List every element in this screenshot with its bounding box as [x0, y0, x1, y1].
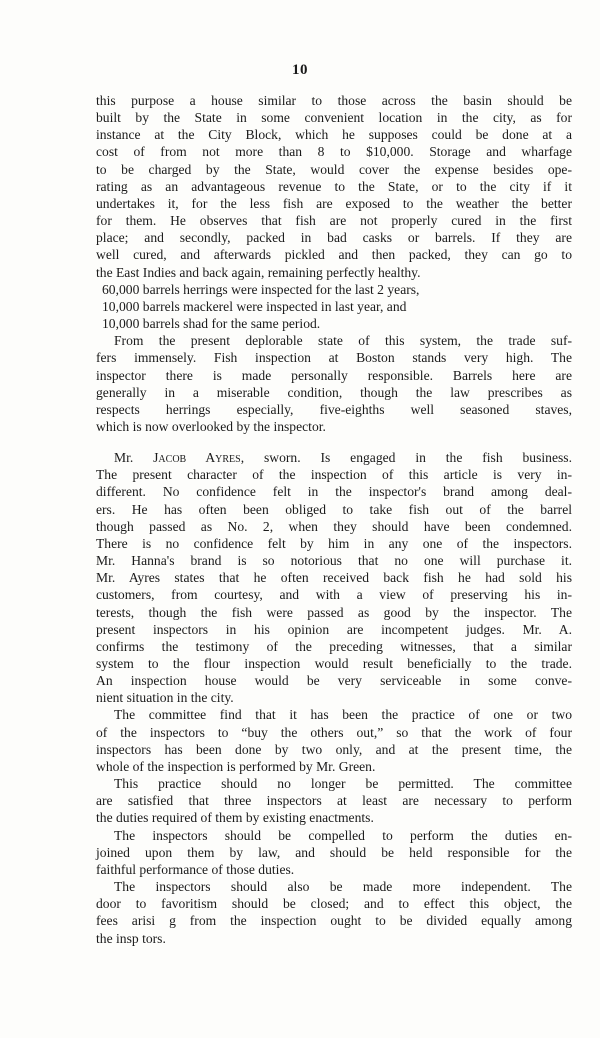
text-line: 10,000 barrels mackerel were inspected in last year, and	[102, 298, 407, 314]
text-line: undertakes it, for the less fish are exposed to the weather the better	[96, 195, 572, 211]
text-line: system to the flour inspection would result beneficially to the trade.	[96, 656, 572, 671]
text-line: fers immensely. Fish inspection at Boston stands very high. The	[96, 350, 572, 366]
text-line: The inspectors should also be made more independent. The	[114, 879, 572, 895]
paragraph	[96, 449, 572, 706]
text-line: generally in a miserable condition, though the law prescribes as	[96, 384, 572, 400]
paragraph	[96, 706, 572, 775]
text-line: respects herrings especially, five-eighths well seasoned staves,	[96, 401, 572, 417]
text-line: Mr. Ayres states that he often received back fish he had sold his	[96, 570, 572, 586]
text-line: faithful performance of those duties.	[96, 861, 295, 877]
text-line: confirms the testimony of the preceding witnesses, that a similar	[96, 638, 572, 654]
text-line: the insp tors.	[96, 930, 166, 946]
text-line: The present character of the inspection of this article is very in-	[96, 467, 572, 483]
text-line: ers. He has often been obliged to take fish out of the barrel	[96, 501, 572, 517]
text-line: this purpose a house similar to those across the basin should be	[96, 93, 572, 108]
text-fragment: , sworn. Is engaged in the fish business.	[240, 450, 572, 466]
text-line: An inspection house would be very serviceable in some conve-	[96, 673, 572, 689]
text-line: for them. He observes that fish are not properly cured in the first	[96, 213, 572, 229]
text-line: 60,000 barrels herrings were inspected for the last 2 years,	[102, 281, 420, 297]
text-line: The inspectors should be compelled to perform the duties en-	[114, 827, 572, 843]
paragraph	[96, 281, 572, 332]
text-line: door to favoritism should be closed; and to effect this object, the	[96, 896, 572, 912]
witness-name: Jacob Ayres	[153, 450, 241, 466]
text-line: instance at the City Block, which he supposes could be done at a	[96, 127, 572, 143]
text-line: different. No confidence felt in the inspector's brand among deal-	[96, 484, 572, 500]
text-line: the duties required of them by existing enactments.	[96, 810, 374, 826]
text-line: joined upon them by law, and should be held responsible for the	[96, 844, 572, 860]
paragraph	[96, 332, 572, 435]
text-line: 10,000 barrels shad for the same period.	[102, 316, 321, 332]
text-line: rating as an advantageous revenue to the State, or to the city if it	[96, 178, 572, 194]
text-line: well cured, and afterwards pickled and then packed, they can go to	[96, 247, 572, 263]
text-line: This practice should no longer be permitted. The committee	[114, 776, 572, 792]
text-line: nient situation in the city.	[96, 690, 234, 706]
paragraph-gap	[96, 435, 572, 449]
text-line: terests, though the fish were passed as good by the inspector. The	[96, 604, 572, 620]
text-line	[96, 449, 572, 466]
witness-title: Mr.	[114, 450, 154, 466]
text-line: whole of the inspection is performed by Mr. Green.	[96, 758, 376, 774]
text-line: cost of from not more than 8 to $10,000. Storage and wharfage	[96, 144, 572, 160]
text-line: inspector there is made personally responsible. Barrels here are	[96, 367, 572, 383]
paragraph	[96, 92, 572, 281]
text-line: place; and secondly, packed in bad casks or barrels. If they are	[96, 230, 572, 246]
text-line: fees arisi g from the inspection ought to be divided equally among	[96, 913, 572, 929]
text-line: are satisfied that three inspectors at least are necessary to perform	[96, 793, 572, 809]
text-line: though passed as No. 2, when they should have been condemned.	[96, 518, 572, 534]
paragraph	[96, 775, 572, 826]
text-line: which is now overlooked by the inspector.	[96, 418, 326, 434]
text-line: the East Indies and back again, remaining perfectly healthy.	[96, 264, 421, 280]
page-number: 10	[292, 62, 308, 78]
text-line: There is no confidence felt by him in any one of the inspectors.	[96, 535, 572, 551]
text-line: Mr. Hanna's brand is so notorious that no one will purchase it.	[96, 553, 572, 569]
paragraph	[96, 878, 572, 947]
text-line: to be charged by the State, would cover the expense besides ope-	[96, 161, 572, 177]
paragraph	[96, 827, 572, 878]
text-line: customers, from courtesy, and with a view of preserving his in-	[96, 587, 572, 603]
body-text	[96, 92, 572, 947]
text-line: built by the State in some convenient location in the city, as for	[96, 110, 572, 126]
text-line: The committee find that it has been the practice of one or two	[114, 707, 572, 723]
text-line: From the present deplorable state of this system, the trade suf-	[114, 333, 572, 349]
text-line: of the inspectors to “buy the others out,” so that the work of four	[96, 724, 572, 740]
text-line: present inspectors in his opinion are incompetent judges. Mr. A.	[96, 621, 572, 637]
text-line: inspectors has been done by two only, and at the present time, the	[96, 741, 572, 757]
